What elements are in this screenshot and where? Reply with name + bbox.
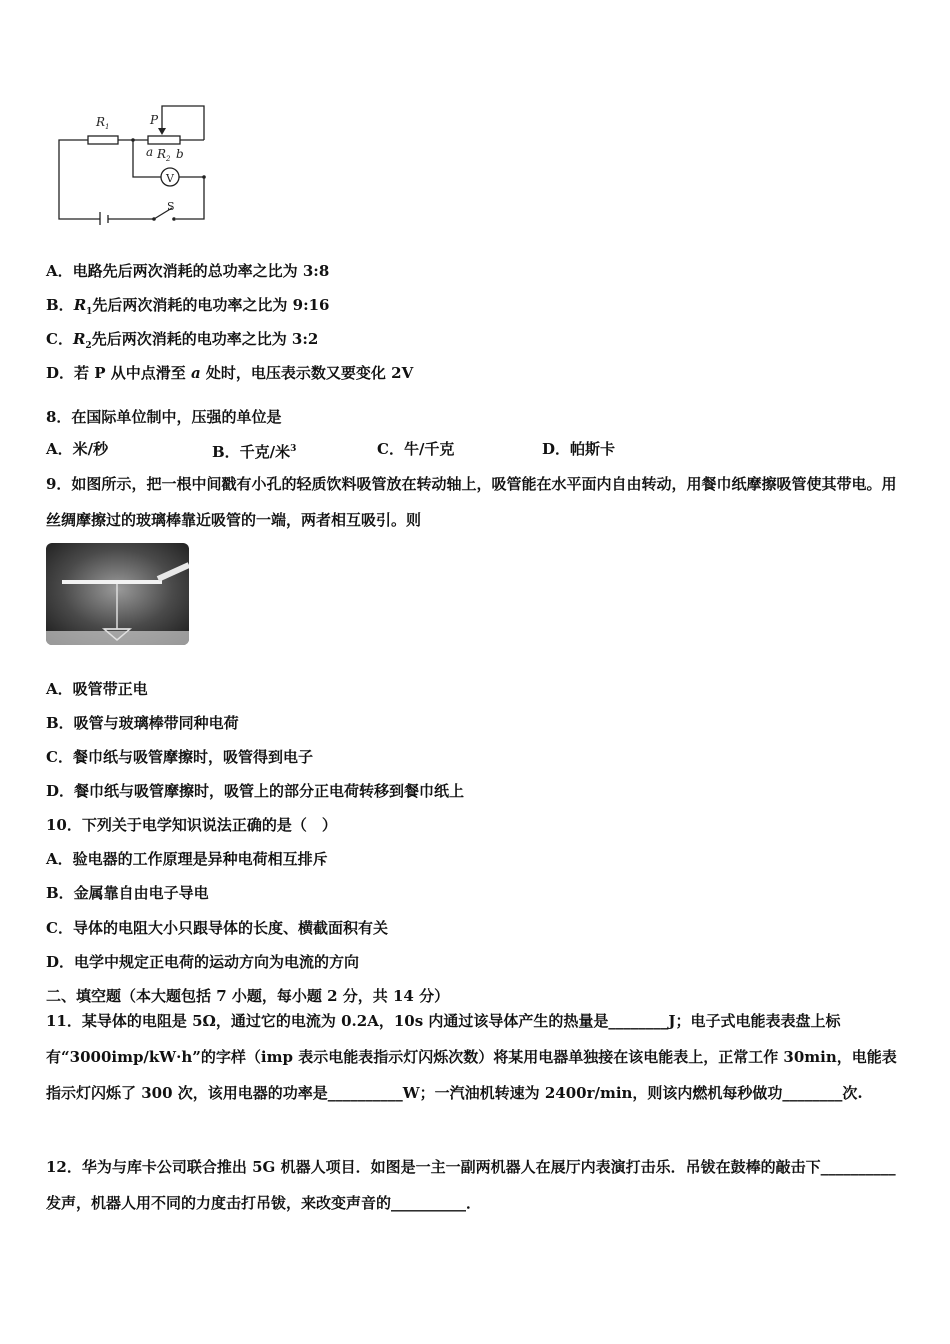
label-s: S [167,200,175,213]
q9-option-a: A．吸管带正电 [46,680,148,698]
label-b: b [176,147,184,161]
label-a: a [146,145,154,159]
q10-option-d: D．电学中规定正电荷的运动方向为电流的方向 [46,953,360,971]
q8-option-d: D．帕斯卡 [542,440,616,458]
circuit-diagram [50,100,220,225]
label-p: P [150,113,159,127]
q9-option-b: B．吸管与玻璃棒带同种电荷 [46,714,239,732]
q7-option-c: C．$R_2$先后两次消耗的电功率之比为 3:2 [46,330,319,351]
label-r2-sub: 2 [166,155,171,163]
q10-option-a: A．验电器的工作原理是异种电荷相互排斥 [46,850,328,868]
label-r1: R [96,115,106,129]
label-r2: R [157,147,167,161]
q8-option-c: C．牛/千克 [377,440,455,458]
q9-option-c: C．餐巾纸与吸管摩擦时，吸管得到电子 [46,748,313,766]
q9-option-d: D．餐巾纸与吸管摩擦时，吸管上的部分正电荷转移到餐巾纸上 [46,782,465,800]
q7-option-b: B．$R_1$先后两次消耗的电功率之比为 9:16 [46,296,330,317]
voltmeter-label: V [166,172,174,185]
q8-stem: 8．在国际单位制中，压强的单位是 [46,408,282,426]
q8-option-a: A．米/秒 [46,440,109,458]
q8-option-b: B．千克/米$^3$ [212,443,297,461]
q7-option-a: A．电路先后两次消耗的总功率之比为 3:8 [46,262,330,280]
straw-experiment-photo [46,543,189,645]
q12-text: 12．华为与库卡公司联合推出 5G 机器人项目．如图是一主一副两机器人在展厅内表演打击乐．吊钹在鼓棒的敲击下__________发声，机器人用不同的力度击打吊钹，来改变声音的__________． [46,1158,896,1212]
q11-text: 11．某导体的电阻是 5Ω，通过它的电流为 0.2A，10s 内通过该导体产生的热量是________J；电子式电能表表盘上标有“3000imp/kW·h”的字样（imp 表示电能表指示灯闪烁次数）将某用电器单独接在该电能表上，正常工作 30min，电能表指示灯闪烁了 300 次，该用电器的功率是__________W；一汽油机转速为 2400r/min，则该内燃机每秒做功________次. [46,1012,897,1102]
q10-option-c: C．导体的电阻大小只跟导体的长度、横截面积有关 [46,919,388,937]
section-title: 二、填空题（本大题包括 7 小题，每小题 2 分，共 14 分） [46,987,450,1005]
q10-option-b: B．金属靠自由电子导电 [46,884,209,902]
label-r1-sub: 1 [105,123,110,131]
q9-stem: 9．如图所示，把一根中间戳有小孔的轻质饮料吸管放在转动轴上，吸管能在水平面内自由转动，用餐巾纸摩擦吸管使其带电。用丝绸摩擦过的玻璃棒靠近吸管的一端，两者相互吸引。则 [46,475,897,529]
q10-stem: 10．下列关于电学知识说法正确的是（ ） [46,816,337,834]
q7-option-d: D．若 P 从中点滑至 a 处时，电压表示数又要变化 2V [46,364,414,382]
